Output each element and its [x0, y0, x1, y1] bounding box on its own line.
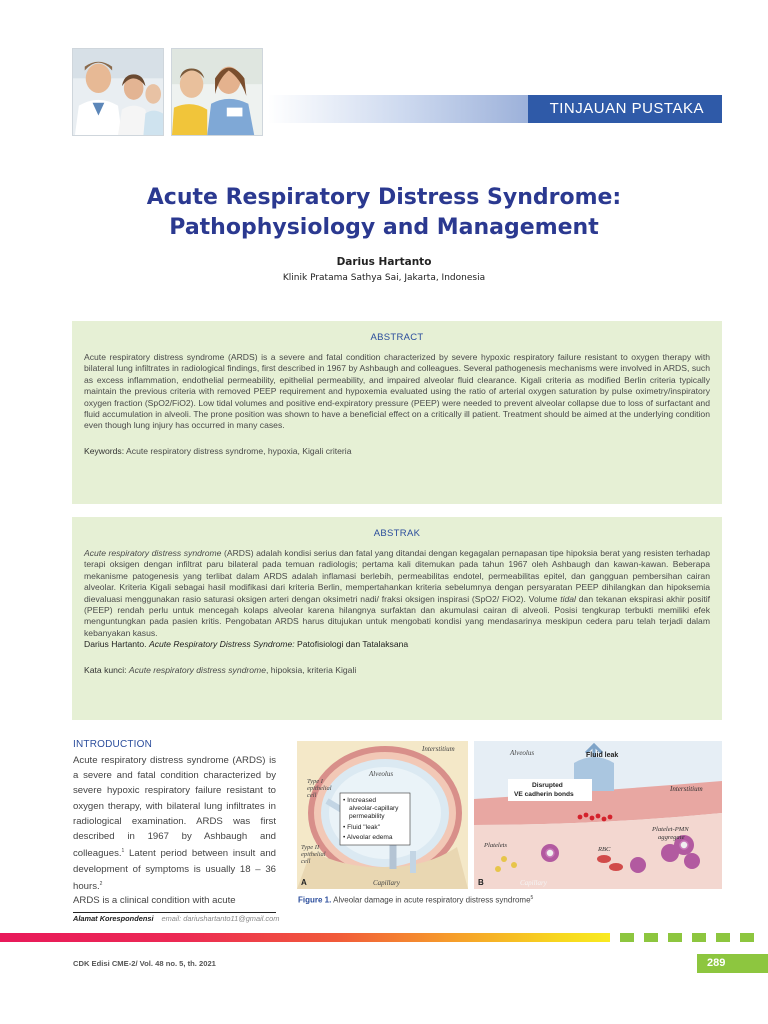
- article-title: [60, 183, 708, 243]
- section-tag: TINJAUAN PUSTAKA: [528, 95, 722, 123]
- section-header-band: [268, 95, 722, 123]
- title-line-2: Pathophysiology and Management: [169, 215, 599, 240]
- abstract-heading: ABSTRACT: [370, 332, 424, 343]
- journal-citation: CDK Edisi CME-2/ Vol. 48 no. 5, th. 2021: [73, 959, 216, 968]
- label-capillary-b: Capillary: [520, 879, 547, 887]
- citation: [84, 639, 408, 649]
- correspondence: [73, 914, 279, 923]
- figure-caption-ref: 5: [530, 895, 534, 901]
- bullet-alveolar-edema: • Alveolar edema: [343, 834, 393, 841]
- abstrak-heading: ABSTRAK: [373, 528, 421, 539]
- page-number: 289: [697, 954, 768, 973]
- panel-b-letter: B: [478, 878, 484, 887]
- footer-square: [644, 933, 658, 942]
- bullet-permeability: permeability: [349, 813, 385, 820]
- bullet-alveolar-capillary: alveolar-capillary: [349, 805, 399, 812]
- header-photo-child: [171, 48, 263, 136]
- figure-caption-text: Alveolar damage in acute respiratory distress syndrome: [331, 895, 531, 905]
- label-type1-line1: Type I: [307, 778, 323, 785]
- citation-title-rest: Patofisiologi dan Tatalaksana: [294, 639, 409, 650]
- introduction-heading: INTRODUCTION: [73, 739, 153, 750]
- footer-square: [716, 933, 730, 942]
- bullet-fluid-leak: • Fluid "leak": [343, 824, 381, 831]
- keywords-label: Keywords:: [84, 445, 125, 456]
- intro-ref-2: 2: [99, 880, 103, 887]
- intro-text-b: Latent period between insult and development of symptoms is usually 18 – 36 hours.: [73, 848, 276, 892]
- abstract-keywords: [84, 446, 710, 456]
- abstrak-text-part1: (ARDS) adalah kondisi serius dan fatal yang ditandai dengan kegagalan pernapasan tipe hipoksia berat yang resisten terhadap terapi oksigen dengan infiltrat paru bilateral pada temuan radiologis; pertama kali ditemukan pada tahun 1967 oleh Ashbaugh dan kawan-kawan. Beberapa mekanisme patogenesis yang terlibat dalam ARDS adalah inflamasi berlebih, permeabilitas endotel, permeabilitas epitel, dan gangguan pembersihan cairan alveolar. Kriteria Kigali sebagai hasil modifikasi dari kriteria Berlin, mempertahankan kriteria sebelumnya dengan persyaratan PEEP dihilangkan dan hipoksemia dievaluasi menggunakan rasio saturasi oksigen arteri dengan oksimetri nadi/ fraksi oksigen inspirasi (SpO2/ FiO2). Volume: [84, 548, 710, 604]
- abstract-english-box: [72, 321, 722, 504]
- label-type1-line2: epithelial: [307, 785, 332, 792]
- label-fluid-leak: Fluid leak: [586, 752, 619, 759]
- figure-caption-label: Figure 1.: [298, 895, 332, 905]
- label-alveolus-a: Alveolus: [369, 770, 394, 778]
- label-platelet-pmn-line2: aggregate: [658, 834, 685, 841]
- correspondence-rule: [73, 912, 276, 913]
- abstrak-tidal-italic: tidal: [560, 593, 576, 604]
- label-type2-line1: Type II: [301, 844, 320, 851]
- footer-square: [620, 933, 634, 942]
- footer-color-bar: [0, 933, 610, 942]
- introduction-paragraph-1: [73, 753, 276, 894]
- figure-caption: [298, 895, 533, 905]
- intro-ref-1: 1: [121, 848, 125, 855]
- kata-kunci-rest: , hipoksia, kriteria Kigali: [265, 664, 357, 675]
- abstrak-keywords: [84, 665, 710, 675]
- kata-kunci-italic: Acute respiratory distress syndrome: [128, 664, 266, 675]
- abstrak-text: [84, 548, 710, 651]
- figure-panel-b: [474, 741, 722, 889]
- panel-a-letter: A: [301, 878, 307, 887]
- citation-title-italic: Acute Respiratory Distress Syndrome:: [148, 639, 295, 650]
- label-interstitium-a: Interstitium: [422, 745, 455, 753]
- abstrak-lead-italic: Acute respiratory distress syndrome: [84, 548, 222, 558]
- author-name: Darius Hartanto: [336, 256, 432, 268]
- label-type1-line3: cell: [307, 792, 317, 799]
- correspondence-label: Alamat Korespondensi: [73, 914, 154, 923]
- label-alveolus-b: Alveolus: [510, 749, 535, 757]
- abstract-indonesian-box: [72, 517, 722, 720]
- kata-kunci-label: Kata kunci:: [84, 664, 127, 675]
- label-type2-line2: epithelial: [301, 851, 326, 858]
- footer-square: [692, 933, 706, 942]
- label-platelet-pmn-line1: Platelet-PMN: [652, 826, 689, 833]
- label-rbc: RBC: [598, 846, 611, 853]
- introduction-paragraph-2: ARDS is a clinical condition with acute: [73, 895, 236, 906]
- intro-text-a: Acute respiratory distress syndrome (ARDS) is a severe and fatal condition characterized by severe hypoxic respiratory failure resistant to oxygen therapy, with bilateral lung infiltrates in radiological examination. ARDS was first described in 1967 by Ashbaugh and colleagues.: [73, 755, 276, 860]
- label-platelets: Platelets: [484, 842, 508, 849]
- footer-square: [668, 933, 682, 942]
- label-capillary-a: Capillary: [373, 879, 400, 887]
- abstract-text: Acute respiratory distress syndrome (ARDS) is a severe and fatal condition characterized by severe hypoxic respiratory failure resistant to oxygen therapy with bilateral lung infiltrates in radiological findings, first described in 1967 by Ashbaugh and colleagues. Several pathogenesis mechanisms were involved in ARDS, such as excess inflammation, endothelial permeability, epithelial permeability, and impaired alveolar fluid clearance. Kigali criteria as modified Berlin criteria typically maintain the previous criteria with removed PEEP requirement and hypoxemia evaluated using the ratio of arterial oxygen saturation by pulse oximetry/inspiratory oxygen fraction (SpO2/FiO2). Low tidal volumes and positive end-expiratory pressure (PEEP) were needed to prevent alveolar collapse due to loss of surfactant and fluid accumulation in alveoli. The prone position was shown to have a beneficial effect on a critically ill patient. Treatment should be aimed at the underlying condition even though lung injury has occurred in many cases.: [84, 352, 710, 431]
- header-photo-doctors: [72, 48, 164, 136]
- label-disrupted-line1: Disrupted: [532, 782, 563, 789]
- label-interstitium-b: Interstitium: [670, 785, 703, 793]
- correspondence-email: email: dariushartanto11@gmail.com: [161, 914, 280, 923]
- bullet-increased: • Increased: [343, 797, 377, 804]
- keywords-value: Acute respiratory distress syndrome, hypoxia, Kigali criteria: [126, 445, 352, 456]
- author-affiliation: Klinik Pratama Sathya Sai, Jakarta, Indonesia: [282, 273, 486, 283]
- figure-panel-a: [297, 741, 468, 889]
- abstrak-text-part2: dan tekanan ekspirasi akhir positif (PEEP) rendah perlu untuk mencegah kolaps alveolar karena hilangnya surfaktan dan akumulasi cairan di alveoli. Posisi tengkurap terbukti memiliki efek menguntungkan pada pasien kritis. Pengobatan ARDS harus ditujukan untuk mengobati kondisi yang mendasarinya meskipun cedera paru telah terjadi dalam kebanyakan kasus.: [84, 593, 711, 638]
- label-disrupted-line2: VE cadherin bonds: [514, 791, 574, 798]
- title-line-1: Acute Respiratory Distress Syndrome:: [146, 185, 622, 210]
- footer-square: [740, 933, 754, 942]
- citation-author: Darius Hartanto.: [84, 639, 149, 650]
- label-type2-line3: cell: [301, 858, 311, 865]
